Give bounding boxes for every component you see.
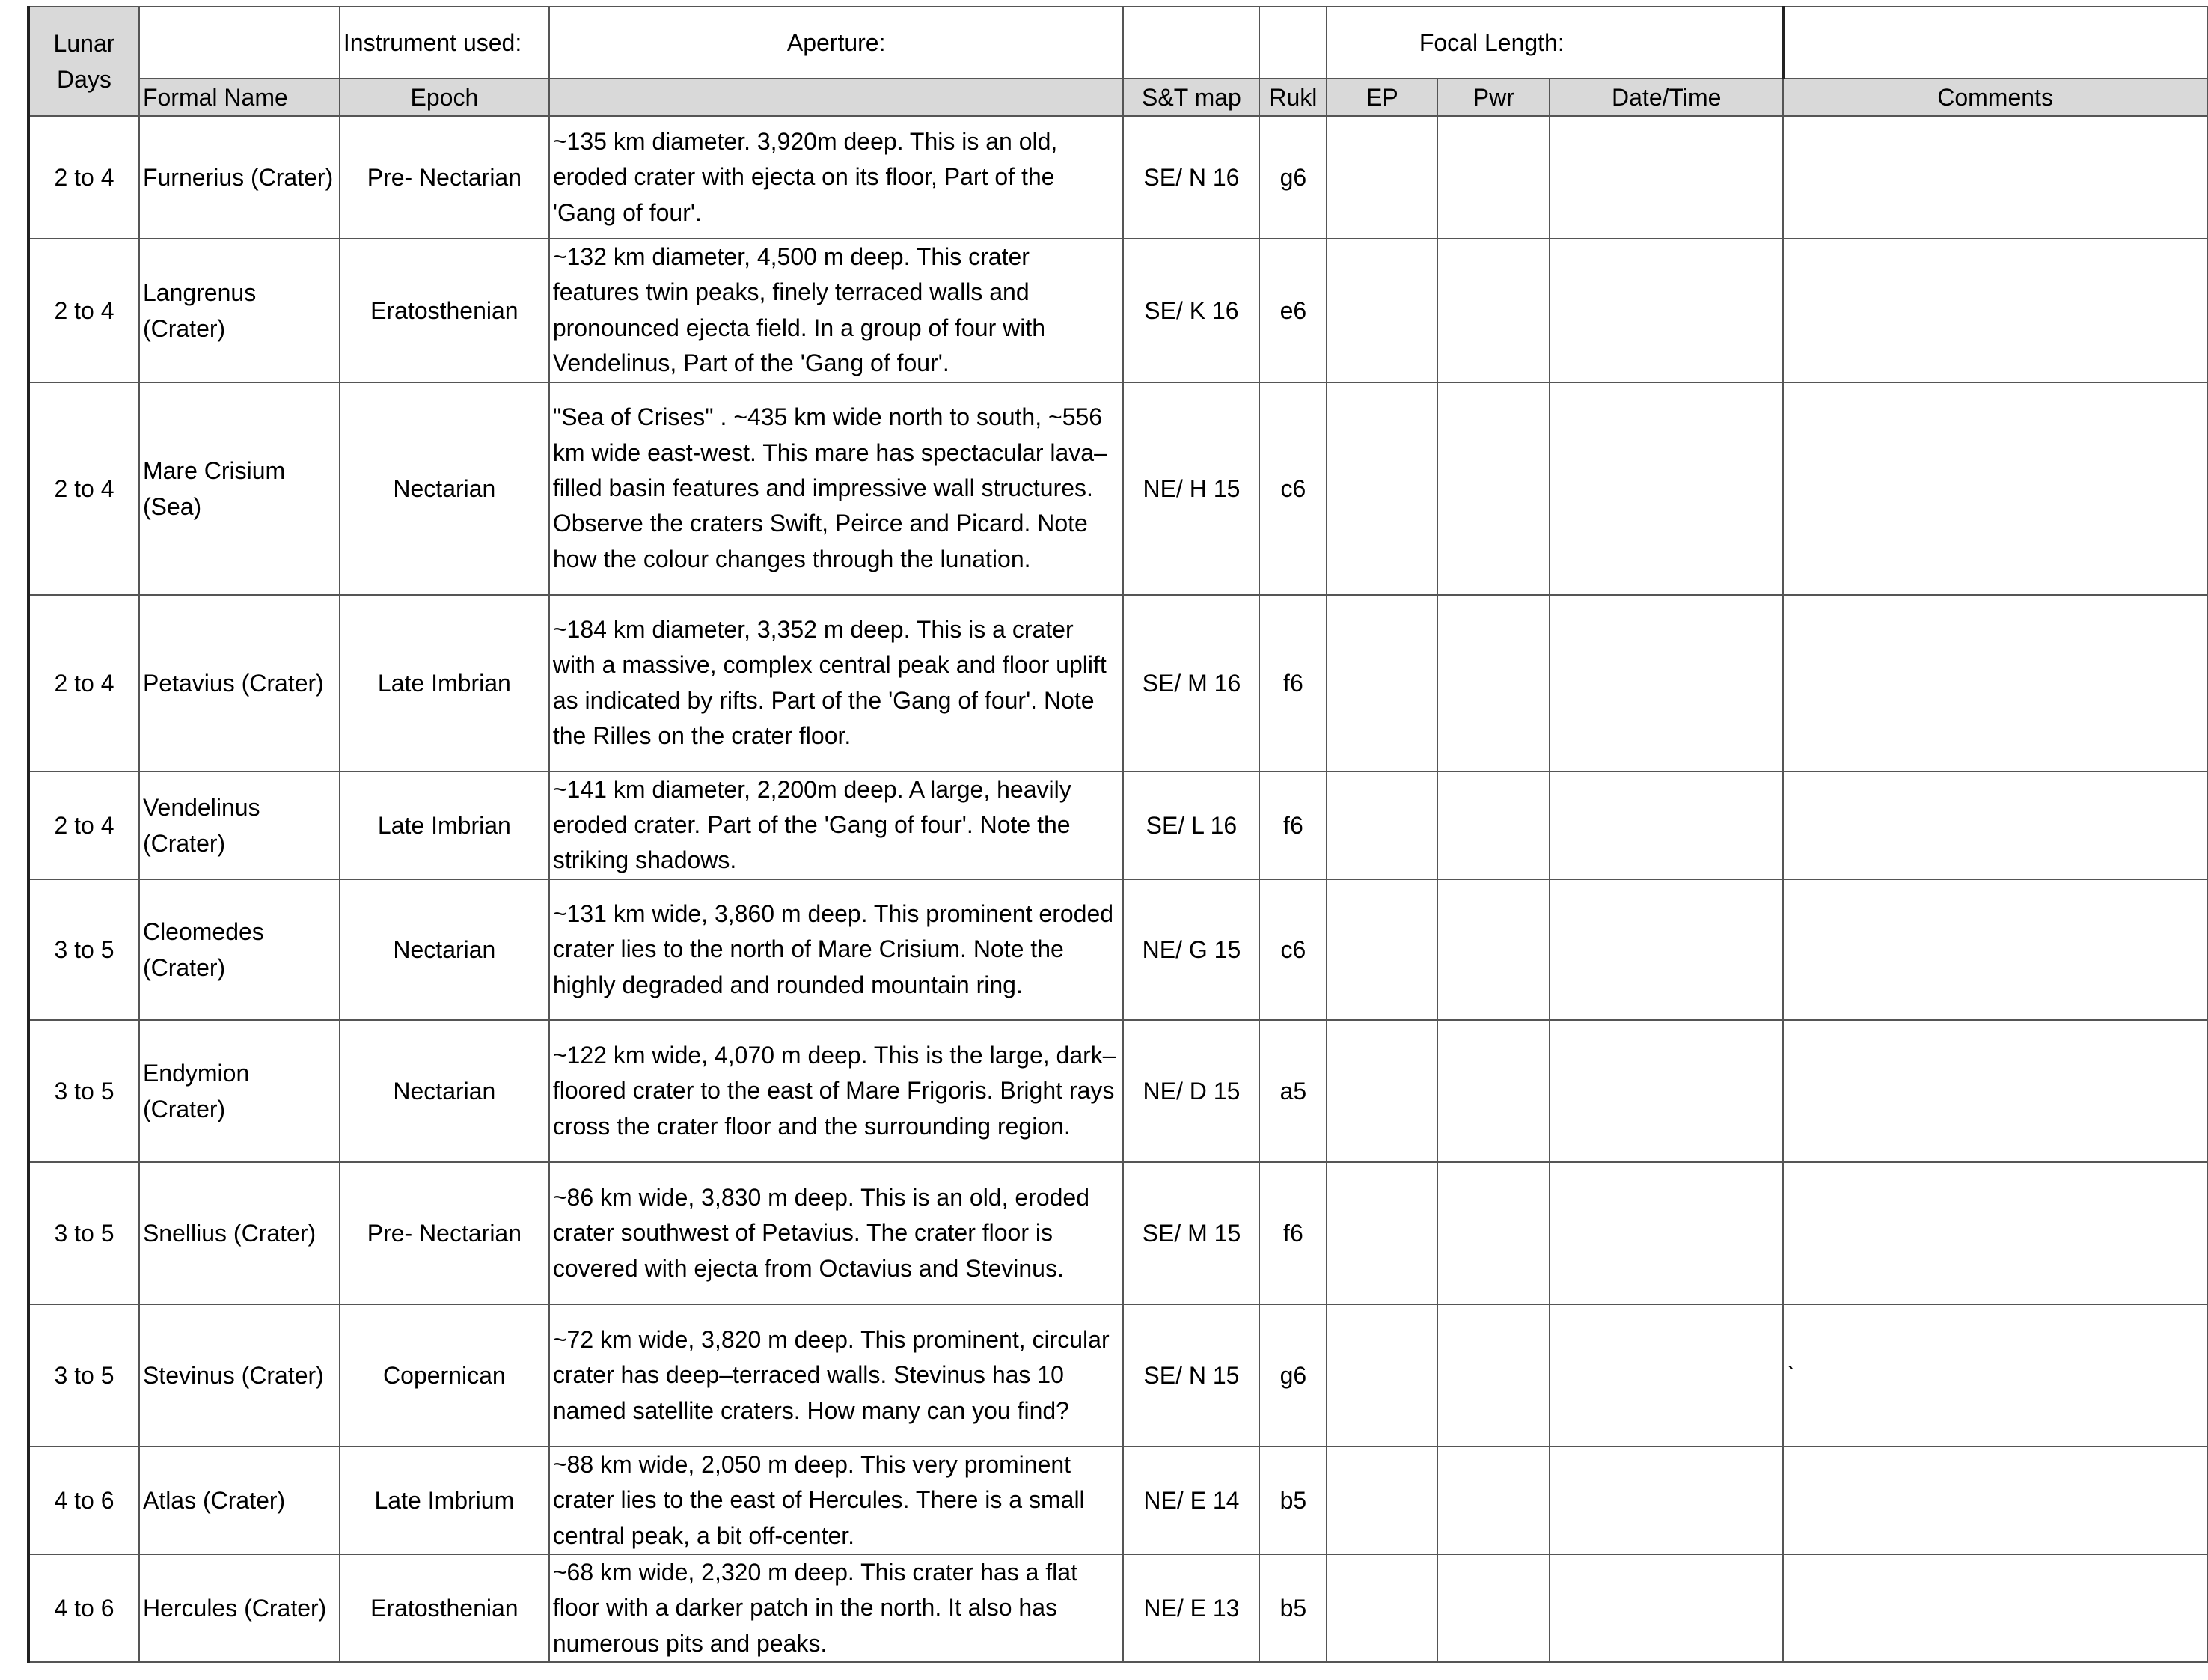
lunar-days-cell: 3 to 5 [28, 1162, 139, 1304]
description-cell: "Sea of Crises" . ~435 km wide north to south, ~556 km wide east-west. This mare has spectacular lava–filled basin features and impressive wall structures. Observe the craters Swift, Peirce and Picard. Note how the colour changes through the lunation. [549, 382, 1124, 595]
rukl-cell: f6 [1259, 772, 1327, 879]
column-header-row [28, 79, 2207, 116]
pwr-cell[interactable] [1437, 116, 1550, 239]
description-cell: ~86 km wide, 3,830 m deep. This is an old, eroded crater southwest of Petavius. The crater floor is covered with ejecta from Octavius and Stevinus. [549, 1162, 1124, 1304]
formal-name-cell: Stevinus (Crater) [139, 1304, 340, 1447]
st-map-cell: SE/ L 16 [1123, 772, 1259, 879]
ep-cell[interactable] [1327, 1447, 1437, 1554]
table-row [28, 116, 2207, 239]
ep-cell[interactable] [1327, 382, 1437, 595]
col-formal-name: Formal Name [139, 79, 340, 116]
date-time-cell[interactable] [1550, 1020, 1783, 1162]
description-cell: ~184 km diameter, 3,352 m deep. This is a crater with a massive, complex central peak and floor uplift as indicated by rifts. Part of the 'Gang of four'. Note the Rilles on the crater floor. [549, 595, 1124, 772]
col-ep: EP [1327, 79, 1437, 116]
st-map-cell: SE/ N 15 [1123, 1304, 1259, 1447]
pwr-cell[interactable] [1437, 1162, 1550, 1304]
formal-name-cell: Endymion (Crater) [139, 1020, 340, 1162]
table-row [28, 772, 2207, 879]
formal-name-cell: Cleomedes (Crater) [139, 879, 340, 1020]
pwr-cell[interactable] [1437, 1304, 1550, 1447]
formal-name-cell: Mare Crisium (Sea) [139, 382, 340, 595]
epoch-cell: Eratosthenian [340, 239, 549, 382]
formal-name-cell: Furnerius (Crater) [139, 116, 340, 239]
lunar-days-cell: 2 to 4 [28, 382, 139, 595]
st-map-cell: NE/ G 15 [1123, 879, 1259, 1020]
rukl-cell: f6 [1259, 595, 1327, 772]
focal-length-text: Focal Length: [1419, 29, 1565, 56]
formal-name-cell: Hercules (Crater) [139, 1554, 340, 1662]
table-row [28, 1020, 2207, 1162]
st-map-cell: NE/ E 13 [1123, 1554, 1259, 1662]
ep-cell[interactable] [1327, 772, 1437, 879]
date-time-cell[interactable] [1550, 879, 1783, 1020]
comments-cell[interactable]: ` [1783, 1304, 2207, 1447]
date-time-cell[interactable] [1550, 1162, 1783, 1304]
rukl-cell: a5 [1259, 1020, 1327, 1162]
comments-cell[interactable] [1783, 595, 2207, 772]
aperture-label: Aperture: [549, 7, 1124, 79]
pwr-cell[interactable] [1437, 1020, 1550, 1162]
table-row [28, 382, 2207, 595]
date-time-cell[interactable] [1550, 1304, 1783, 1447]
table-row [28, 1447, 2207, 1554]
col-epoch: Epoch [340, 79, 549, 116]
comments-cell[interactable] [1783, 1554, 2207, 1662]
rukl-cell: c6 [1259, 382, 1327, 595]
epoch-cell: Pre- Nectarian [340, 1162, 549, 1304]
ep-cell[interactable] [1327, 1020, 1437, 1162]
epoch-cell: Late Imbrian [340, 772, 549, 879]
description-cell: ~68 km wide, 2,320 m deep. This crater has a flat floor with a darker patch in the north. It also has numerous pits and peaks. [549, 1554, 1124, 1662]
epoch-cell: Late Imbrian [340, 595, 549, 772]
formal-name-cell: Atlas (Crater) [139, 1447, 340, 1554]
epoch-cell: Copernican [340, 1304, 549, 1447]
comments-cell[interactable] [1783, 382, 2207, 595]
comments-cell[interactable] [1783, 239, 2207, 382]
lunar-days-label: Lunar Days [53, 30, 115, 93]
lunar-days-cell: 4 to 6 [28, 1554, 139, 1662]
lunar-days-cell: 2 to 4 [28, 239, 139, 382]
description-cell: ~132 km diameter, 4,500 m deep. This crater features twin peaks, finely terraced walls and pronounced ejecta field. In a group of four with Vendelinus, Part of the 'Gang of four'. [549, 239, 1124, 382]
pwr-cell[interactable] [1437, 595, 1550, 772]
comments-cell[interactable] [1783, 1020, 2207, 1162]
table-row [28, 1554, 2207, 1662]
comments-cell[interactable] [1783, 116, 2207, 239]
col-rukl: Rukl [1259, 79, 1327, 116]
description-cell: ~141 km diameter, 2,200m deep. A large, heavily eroded crater. Part of the 'Gang of four'. Note the striking shadows. [549, 772, 1124, 879]
instrument-used-label: Instrument used: [340, 7, 549, 79]
date-time-cell[interactable] [1550, 772, 1783, 879]
formal-name-cell: Langrenus (Crater) [139, 239, 340, 382]
comments-cell[interactable] [1783, 772, 2207, 879]
lunar-days-cell: 2 to 4 [28, 772, 139, 879]
description-cell: ~88 km wide, 2,050 m deep. This very prominent crater lies to the east of Hercules. There is a small central peak, a bit off-center. [549, 1447, 1124, 1554]
table-row [28, 879, 2207, 1020]
st-map-cell: SE/ N 16 [1123, 116, 1259, 239]
col-description [549, 79, 1124, 116]
lunar-days-header [28, 7, 139, 116]
st-map-cell: NE/ E 14 [1123, 1447, 1259, 1554]
formal-name-cell: Snellius (Crater) [139, 1162, 340, 1304]
ep-cell[interactable] [1327, 1304, 1437, 1447]
epoch-cell: Nectarian [340, 1020, 549, 1162]
ep-cell[interactable] [1327, 595, 1437, 772]
table-row [28, 595, 2207, 772]
col-pwr: Pwr [1437, 79, 1550, 116]
table-row [28, 1304, 2207, 1447]
rukl-cell: g6 [1259, 116, 1327, 239]
description-cell: ~131 km wide, 3,860 m deep. This prominent eroded crater lies to the north of Mare Crisium. Note the highly degraded and rounded mountain ring. [549, 879, 1124, 1020]
date-time-cell[interactable] [1550, 1554, 1783, 1662]
aperture-value-cell[interactable] [1123, 7, 1259, 79]
focal-length-label [1327, 7, 1783, 79]
ep-cell[interactable] [1327, 879, 1437, 1020]
ep-cell[interactable] [1327, 1554, 1437, 1662]
description-cell: ~122 km wide, 4,070 m deep. This is the large, dark–floored crater to the east of Mare Frigoris. Bright rays cross the crater floor and the surrounding region. [549, 1020, 1124, 1162]
comments-cell[interactable] [1783, 1162, 2207, 1304]
date-time-cell[interactable] [1550, 1447, 1783, 1554]
pwr-cell[interactable] [1437, 382, 1550, 595]
epoch-cell: Eratosthenian [340, 1554, 549, 1662]
st-map-cell: NE/ H 15 [1123, 382, 1259, 595]
epoch-cell: Nectarian [340, 879, 549, 1020]
ep-cell[interactable] [1327, 1162, 1437, 1304]
col-st-map: S&T map [1123, 79, 1259, 116]
st-map-cell: SE/ K 16 [1123, 239, 1259, 382]
pwr-cell[interactable] [1437, 1447, 1550, 1554]
ep-cell[interactable] [1327, 116, 1437, 239]
date-time-cell[interactable] [1550, 239, 1783, 382]
st-map-cell: SE/ M 16 [1123, 595, 1259, 772]
pwr-cell[interactable] [1437, 239, 1550, 382]
comments-cell[interactable] [1783, 879, 2207, 1020]
description-cell: ~135 km diameter. 3,920m deep. This is an old, eroded crater with ejecta on its floor, Part of the 'Gang of four'. [549, 116, 1124, 239]
ep-cell[interactable] [1327, 239, 1437, 382]
pwr-cell[interactable] [1437, 1554, 1550, 1662]
rukl-cell: b5 [1259, 1554, 1327, 1662]
pwr-cell[interactable] [1437, 772, 1550, 879]
formal-name-cell: Vendelinus (Crater) [139, 772, 340, 879]
st-map-cell: SE/ M 15 [1123, 1162, 1259, 1304]
st-map-cell: NE/ D 15 [1123, 1020, 1259, 1162]
epoch-cell: Late Imbrium [340, 1447, 549, 1554]
table-row [28, 239, 2207, 382]
rukl-cell: c6 [1259, 879, 1327, 1020]
lunar-days-cell: 2 to 4 [28, 116, 139, 239]
blank-header-cell[interactable] [1259, 7, 1327, 79]
date-time-cell[interactable] [1550, 382, 1783, 595]
lunar-days-cell: 3 to 5 [28, 879, 139, 1020]
observation-log-table [27, 6, 2208, 1663]
formal-name-cell: Petavius (Crater) [139, 595, 340, 772]
rukl-cell: f6 [1259, 1162, 1327, 1304]
col-comments: Comments [1783, 79, 2207, 116]
lunar-days-cell: 4 to 6 [28, 1447, 139, 1554]
rukl-cell: b5 [1259, 1447, 1327, 1554]
rukl-cell: g6 [1259, 1304, 1327, 1447]
header-row-top [28, 7, 2207, 79]
date-time-cell[interactable] [1550, 595, 1783, 772]
pwr-cell[interactable] [1437, 879, 1550, 1020]
table-row [28, 1162, 2207, 1304]
col-date-time: Date/Time [1550, 79, 1783, 116]
comments-cell[interactable] [1783, 1447, 2207, 1554]
description-cell: ~72 km wide, 3,820 m deep. This prominent, circular crater has deep–terraced walls. Stevinus has 10 named satellite craters. How many can you find? [549, 1304, 1124, 1447]
lunar-days-cell: 2 to 4 [28, 595, 139, 772]
blank-header-cell[interactable] [139, 7, 340, 79]
lunar-days-cell: 3 to 5 [28, 1020, 139, 1162]
epoch-cell: Pre- Nectarian [340, 116, 549, 239]
rukl-cell: e6 [1259, 239, 1327, 382]
blank-header-cell[interactable] [1783, 7, 2207, 79]
lunar-days-cell: 3 to 5 [28, 1304, 139, 1447]
epoch-cell: Nectarian [340, 382, 549, 595]
date-time-cell[interactable] [1550, 116, 1783, 239]
